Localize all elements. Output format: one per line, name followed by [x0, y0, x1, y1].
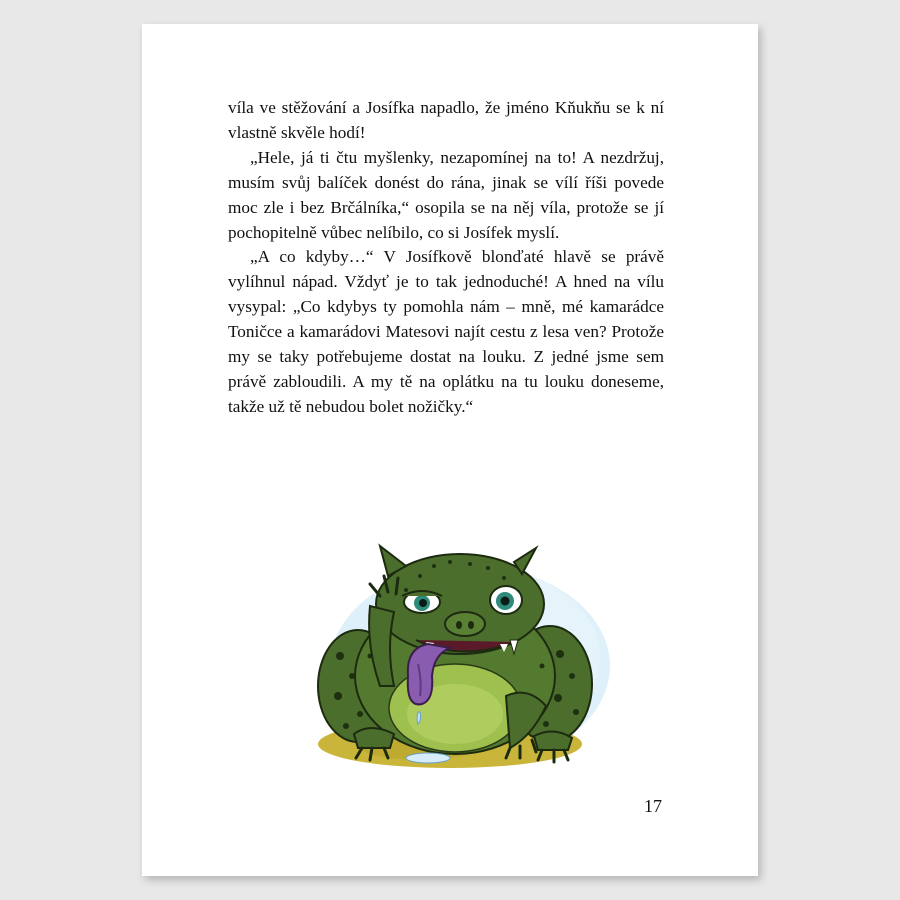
paragraph-1: víla ve stěžování a Josífka napadlo, že jméno Kňukňu se k ní vlastně skvěle hodí!	[228, 98, 664, 142]
toad-illustration	[310, 536, 614, 784]
toad-illustration-icon	[310, 536, 614, 784]
paragraph-2: „Hele, já ti čtu myšlenky, nezapomínej na to! A nezdržuj, musím svůj balíček donést do rána, jinak se vílí říši povede moc zle i bez Brčálníka,“ osopila se na něj víla, protože se jí pochopitelně vůbec nelíbilo, co si Josífek myslí.	[228, 147, 664, 242]
paragraph-3: „A co kdyby…“ V Josífkově blonďaté hlavě se právě vylíhnul nápad. Vždyť je to tak jednoduché! A hned na vílu vysypal: „Co kdybys ty pomohla nám – mně, mé kamarádce Toničce a kamarádovi Matesovi najít cestu z lesa ven? Protože my se taky potřebujeme dostat na louku. Z jedné jsme sem právě zabloudili. A my tě na oplátku na tu louku doneseme, takže už tě nebudou bolet nožičky.“	[228, 247, 664, 416]
page-number: 17	[644, 796, 662, 816]
body-text	[228, 96, 664, 420]
book-page	[142, 24, 758, 876]
